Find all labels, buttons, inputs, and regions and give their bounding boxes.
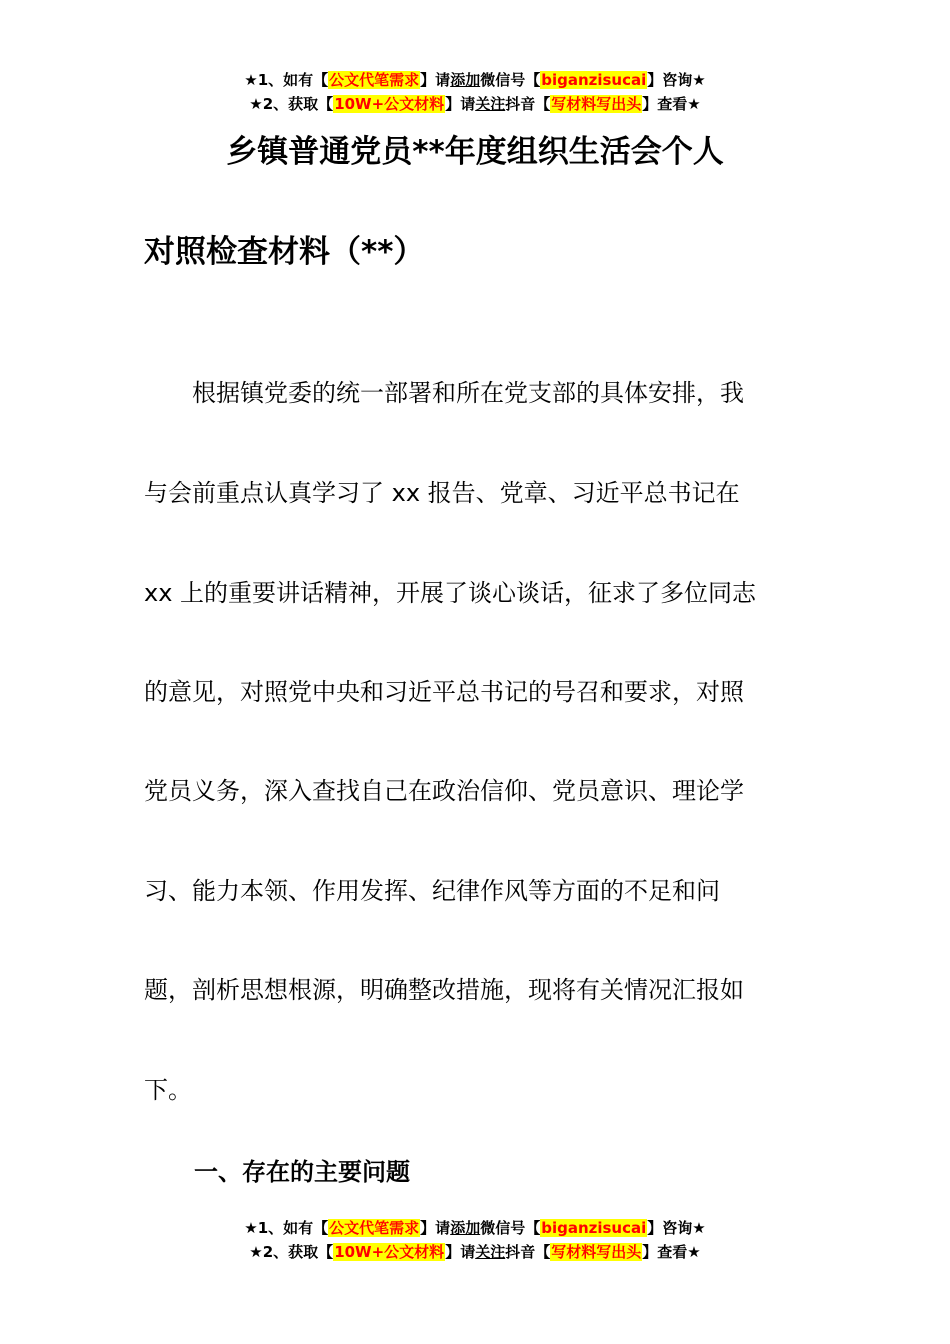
section-heading: 一、存在的主要问题 (194, 1158, 410, 1186)
promo-text: ★2、获取【 (249, 95, 334, 113)
paragraph-line: 的意见，对照党中央和习近平总书记的号召和要求，对照 (144, 678, 744, 706)
promo-highlight-service: 公文代笔需求 (329, 1219, 420, 1237)
promo-text: 微信号【 (480, 71, 541, 89)
promo-highlight-wechat-id: biganzisucai (541, 71, 647, 89)
promo-text: 】咨询★ (647, 71, 706, 89)
promo-text: 】咨询★ (647, 1219, 706, 1237)
promo-line-1 (0, 68, 950, 92)
promo-highlight-materials: 10W+公文材料 (334, 95, 445, 113)
promo-text: 】请 (420, 71, 451, 89)
document-title-line-2: 对照检查材料（**） (144, 234, 425, 270)
promo-line-1 (0, 1216, 950, 1240)
promo-underline: 关注 (475, 1243, 506, 1261)
promo-text: 微信号【 (480, 1219, 541, 1237)
promo-text: 】查看★ (642, 1243, 701, 1261)
promo-text: 】查看★ (642, 95, 701, 113)
bottom-promo-banner (0, 1216, 950, 1264)
promo-text: 抖音【 (505, 95, 551, 113)
paragraph-line: xx 上的重要讲话精神，开展了谈心谈话，征求了多位同志 (144, 579, 757, 607)
promo-underline: 关注 (475, 95, 506, 113)
paragraph-line: 题，剖析思想根源，明确整改措施，现将有关情况汇报如 (144, 976, 744, 1004)
promo-text: ★1、如有【 (244, 1219, 329, 1237)
promo-text: ★1、如有【 (244, 71, 329, 89)
promo-line-2 (0, 92, 950, 116)
paragraph-line: 下。 (144, 1076, 192, 1104)
paragraph-line: 与会前重点认真学习了 xx 报告、党章、习近平总书记在 (144, 479, 740, 507)
promo-text: 】请 (445, 1243, 476, 1261)
promo-line-2 (0, 1240, 950, 1264)
paragraph-line: 党员义务，深入查找自己在政治信仰、党员意识、理论学 (144, 777, 744, 805)
promo-text: ★2、获取【 (249, 1243, 334, 1261)
promo-text: 】请 (420, 1219, 451, 1237)
promo-underline: 添加 (450, 71, 481, 89)
document-title-line-1: 乡镇普通党员**年度组织生活会个人 (226, 134, 724, 170)
promo-highlight-wechat-id: biganzisucai (541, 1219, 647, 1237)
paragraph-line: 习、能力本领、作用发挥、纪律作风等方面的不足和问 (144, 877, 720, 905)
promo-highlight-douyin: 写材料写出头 (551, 1243, 642, 1261)
top-promo-banner (0, 68, 950, 116)
promo-highlight-service: 公文代笔需求 (329, 71, 420, 89)
promo-highlight-douyin: 写材料写出头 (551, 95, 642, 113)
promo-text: 抖音【 (505, 1243, 551, 1261)
paragraph-line: 根据镇党委的统一部署和所在党支部的具体安排，我 (144, 379, 744, 407)
promo-text: 】请 (445, 95, 476, 113)
promo-highlight-materials: 10W+公文材料 (334, 1243, 445, 1261)
promo-underline: 添加 (450, 1219, 481, 1237)
